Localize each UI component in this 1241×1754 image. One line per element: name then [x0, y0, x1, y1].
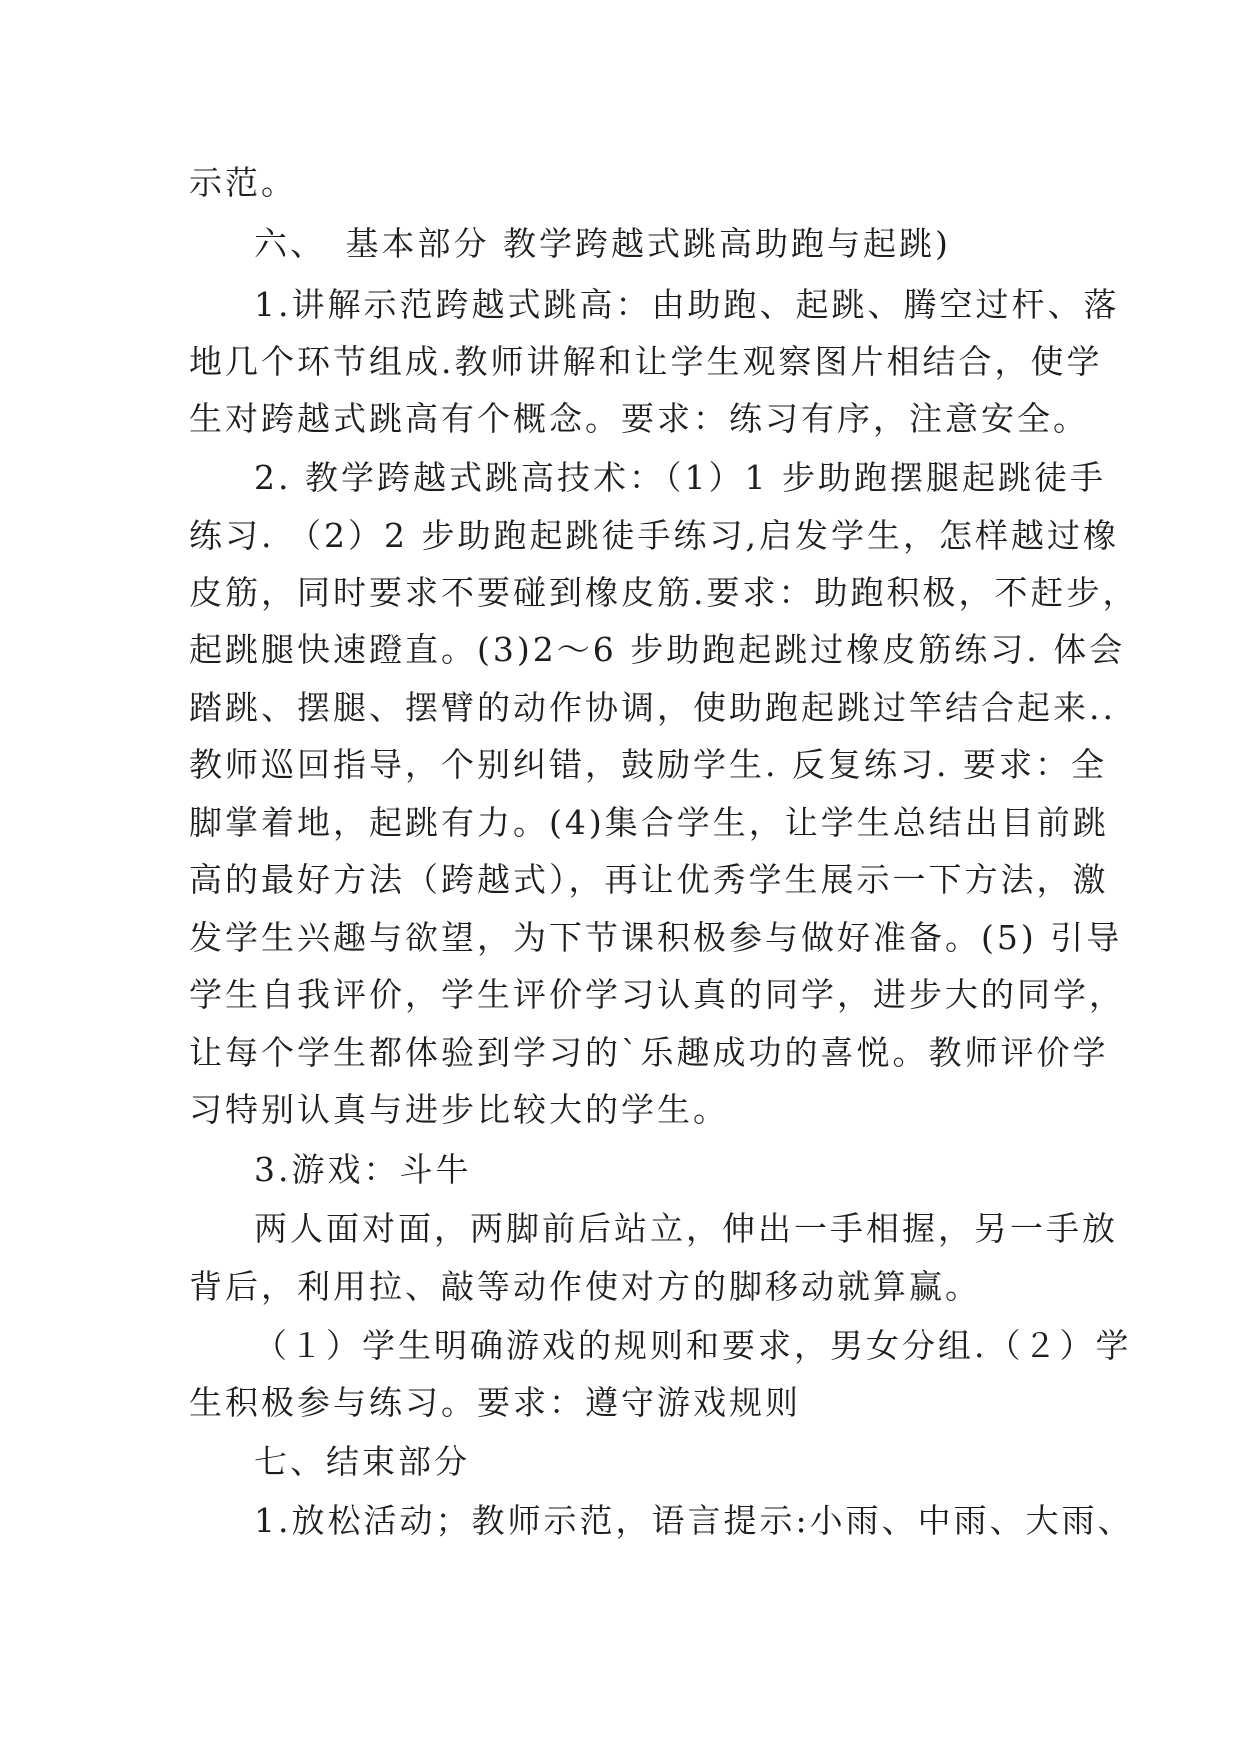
paragraph-line: 1.讲解示范跨越式跳高：由助跑、起跳、腾空过杆、落 — [254, 285, 1120, 324]
paragraph-line: （１）学生明确游戏的规则和要求，男女分组.（２）学 — [254, 1326, 1132, 1365]
paragraph-line: 两人面对面，两脚前后站立，伸出一手相握，另一手放 — [254, 1209, 1118, 1248]
paragraph-line: 练习. （2）2 步助跑起跳徒手练习,启发学生，怎样越过橡 — [189, 516, 1119, 555]
paragraph-line: 地几个环节组成.教师讲解和让学生观察图片相结合，使学 — [189, 342, 1103, 381]
paragraph-line: 背后，利用拉、敲等动作使对方的脚移动就算赢。 — [189, 1267, 981, 1306]
paragraph-line: 皮筋，同时要求不要碰到橡皮筋.要求：助跑积极，不赶步， — [189, 573, 1139, 612]
paragraph-line: 2. 教学跨越式跳高技术：（1）1 步助跑摆腿起跳徒手 — [254, 458, 1106, 497]
paragraph-line: 高的最好方法（跨越式），再让优秀学生展示一下方法，激 — [189, 860, 1109, 899]
paragraph-line: 让每个学生都体验到学习的`乐趣成功的喜悦。教师评价学 — [189, 1033, 1109, 1072]
paragraph-line: 学生自我评价，学生评价学习认真的同学，进步大的同学， — [189, 975, 1125, 1014]
paragraph-line: 起跳腿快速蹬直。(3)2～6 步助跑起跳过橡皮筋练习. 体会 — [189, 630, 1126, 669]
paragraph-line: 1.放松活动；教师示范，语言提示:小雨、中雨、大雨、 — [254, 1501, 1134, 1540]
paragraph-line: 发学生兴趣与欲望，为下节课积极参与做好准备。(5) 引导 — [189, 918, 1123, 957]
paragraph-line: 教师巡回指导，个别纠错，鼓励学生. 反复练习. 要求：全 — [189, 745, 1107, 784]
paragraph-line: 习特别认真与进步比较大的学生。 — [189, 1090, 729, 1129]
paragraph-line: 生积极参与练习。要求：遵守游戏规则 — [189, 1383, 801, 1422]
paragraph-line: 脚掌着地，起跳有力。(4)集合学生，让学生总结出目前跳 — [189, 803, 1109, 842]
paragraph-line: 示范。 — [189, 163, 297, 202]
paragraph-line: 生对跨越式跳高有个概念。要求：练习有序，注意安全。 — [189, 399, 1089, 438]
paragraph-line: 3.游戏：斗牛 — [254, 1150, 472, 1189]
section-heading-basic-part: 六、 基本部分 教学跨越式跳高助跑与起跳) — [254, 224, 951, 263]
paragraph-line: 踏跳、摆腿、摆臂的动作协调，使助跑起跳过竿结合起来.. — [189, 688, 1116, 727]
section-heading-ending-part: 七、结束部分 — [254, 1442, 470, 1481]
